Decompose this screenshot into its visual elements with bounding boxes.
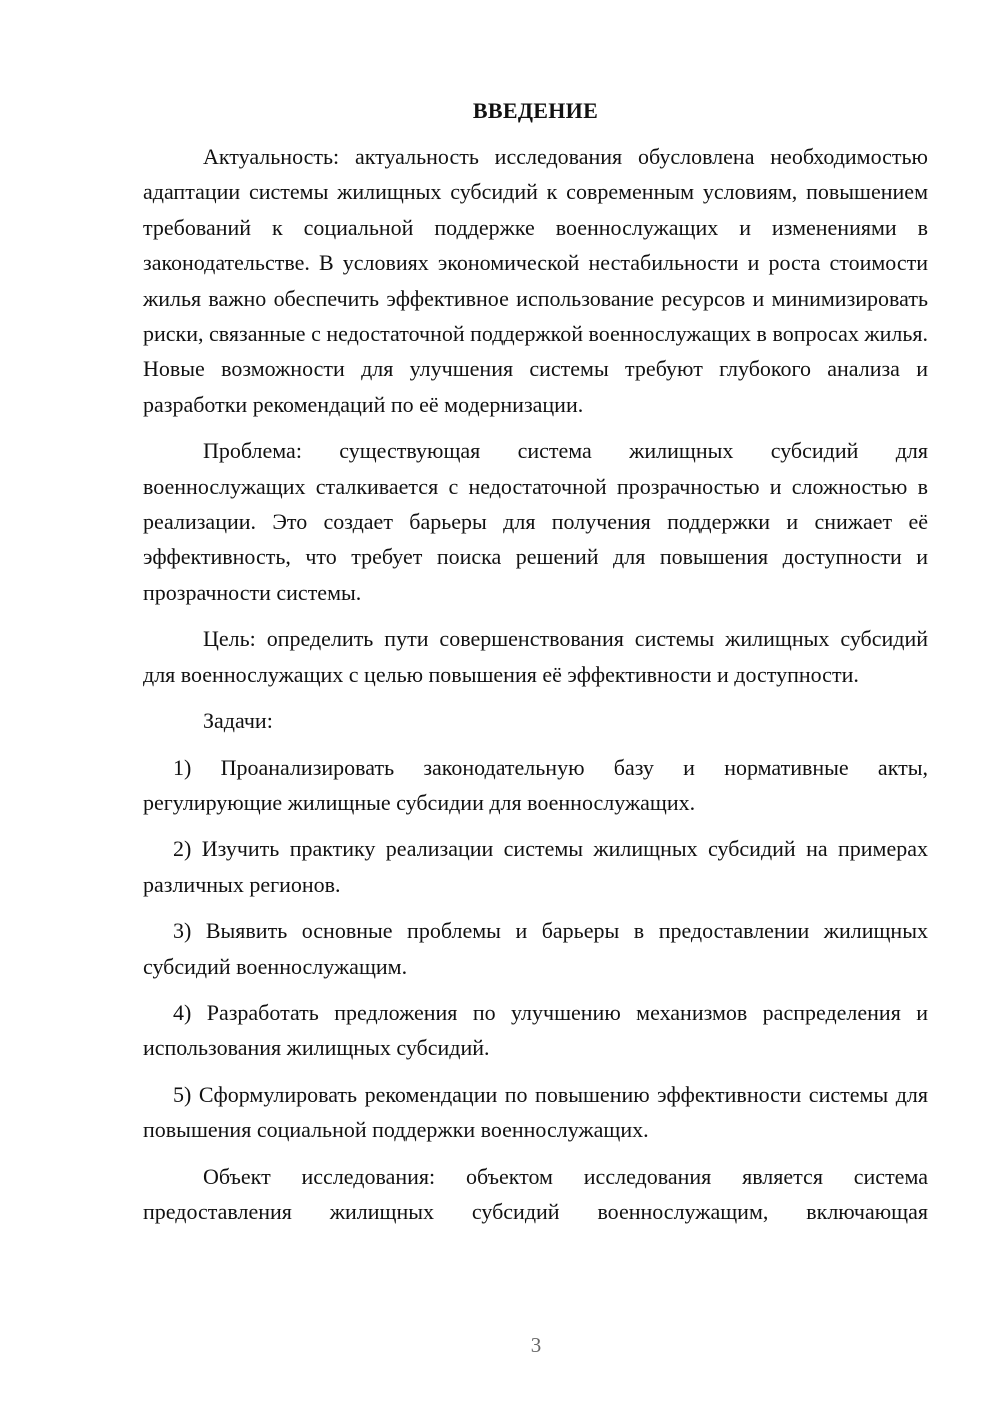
relevance-paragraph: Актуальность: актуальность исследования обусловлена необходимостью адаптации системы жилищных субсидий к современным условиям, повышением требований к социальной поддержке военнослужащих и изменениями в законодательстве. В условиях экономической нестабильности и роста стоимости жилья важно обеспечить эффективное использование ресурсов и минимизировать риски, связанные с недостаточной поддержкой военнослужащих в вопросах жилья. Новые возможности для улучшения системы требуют глубокого анализа и разработки рекомендаций по её модернизации. <box>143 144 928 417</box>
object-paragraph: Объект исследования: объектом исследования является система предоставления жилищных субсидий военнослужащим, включающая <box>143 1163 928 1224</box>
section-title: ВВЕДЕНИЕ <box>472 98 599 123</box>
task-item: 4) Разработать предложения по улучшению механизмов распределения и использования жилищных субсидий. <box>143 999 928 1061</box>
page-content <box>143 95 928 1240</box>
tasks-heading: Задачи: <box>203 708 273 734</box>
task-item: 3) Выявить основные проблемы и барьеры в предоставлении жилищных субсидий военнослужащим. <box>143 918 928 979</box>
goal-paragraph: Цель: определить пути совершенствования системы жилищных субсидий для военнослужащих с целью повышения её эффективности и доступности. <box>143 626 928 687</box>
task-item: 5) Сформулировать рекомендации по повышению эффективности системы для повышения социальной поддержки военнослужащих. <box>143 1081 928 1143</box>
tasks-list <box>143 750 928 1148</box>
page-number: 3 <box>530 1333 542 1357</box>
task-item: 2) Изучить практику реализации системы жилищных субсидий на примерах различных регионов. <box>143 836 928 897</box>
problem-paragraph: Проблема: существующая система жилищных субсидий для военнослужащих сталкивается с недостаточной прозрачностью и сложностью в реализации. Это создает барьеры для получения поддержки и снижает её эффективность, что требует поиска решений для повышения доступности и прозрачности системы. <box>143 438 928 605</box>
task-item: 1) Проанализировать законодательную базу и нормативные акты, регулирующие жилищные субсидии для военнослужащих. <box>143 754 928 815</box>
